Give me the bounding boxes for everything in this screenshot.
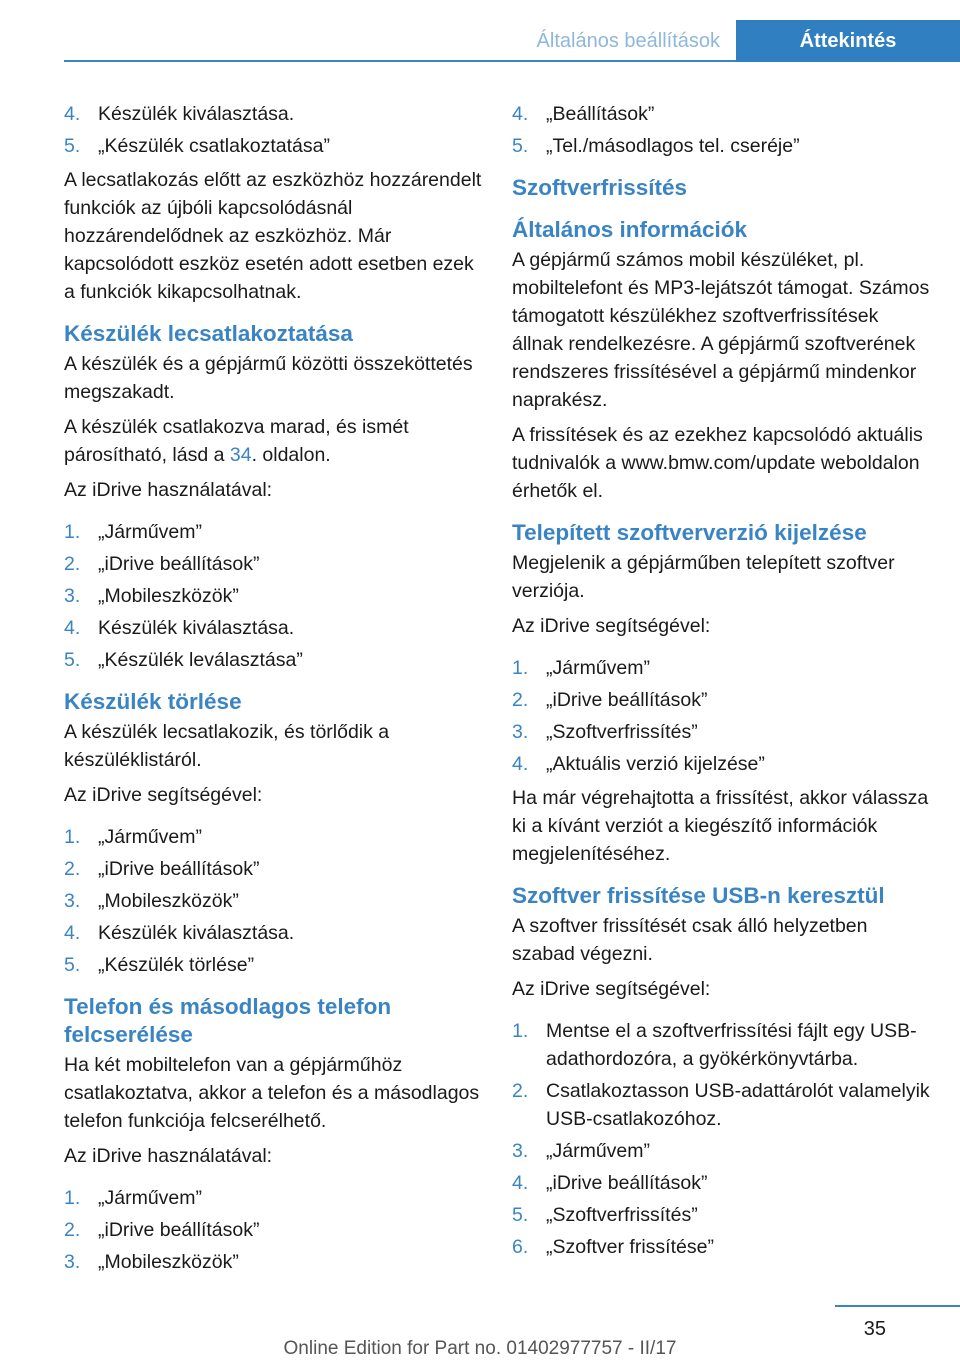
- paragraph-idrive-help: Az iDrive segítségével:: [64, 784, 263, 806]
- list-item-text: „Járművem”: [546, 1140, 651, 1162]
- list-item-text: Mentse el a szoftverfrissítési fájlt egy USB-adathordozóra, a gyökérkönyvtárba.: [546, 1020, 917, 1070]
- list-item-number: 1.: [512, 1020, 529, 1042]
- list-item-text: „Járművem”: [546, 657, 651, 679]
- list-item-number: 5.: [64, 649, 81, 671]
- list-item-text: „Szoftverfrissítés”: [546, 721, 698, 743]
- list-item-text: Készülék kiválasztása.: [98, 103, 295, 125]
- paragraph-version-desc: Megjelenik a gépjárműben telepített szoftver verziója.: [512, 552, 895, 602]
- list-swap-steps-cont: [512, 100, 932, 160]
- list-select-connect: [64, 100, 482, 160]
- list-item: [64, 1184, 482, 1212]
- list-item-number: 2.: [64, 858, 81, 880]
- list-item-text: „Járművem”: [98, 1187, 203, 1209]
- list-item-text: „Mobileszközök”: [98, 585, 239, 607]
- list-item-number: 2.: [64, 553, 81, 575]
- paragraph-disconnect-desc: A készülék és a gépjármű közötti összeköttetés megszakadt.: [64, 353, 473, 403]
- list-item: [64, 518, 482, 546]
- left-column: [64, 100, 482, 1282]
- list-item-number: 4.: [64, 922, 81, 944]
- list-item: [512, 132, 932, 160]
- list-item-number: 2.: [64, 1219, 81, 1241]
- page-header: [0, 0, 960, 62]
- list-item: [64, 100, 482, 128]
- list-item-text: „iDrive beállítások”: [98, 553, 260, 575]
- paragraph-swap-desc: Ha két mobiltelefon van a gépjárműhöz csatlakoztatva, akkor a telefon és a másodlagos telefon funkciója felcserélhető.: [64, 1054, 480, 1132]
- heading-installed-version: Telepített szoftververzió kijelzése: [512, 520, 867, 545]
- header-section-title: Általános beállítások: [536, 30, 720, 52]
- list-item-number: 5.: [512, 135, 529, 157]
- list-item-number: 5.: [512, 1204, 529, 1226]
- list-item-number: 2.: [512, 689, 529, 711]
- list-swap-steps: [64, 1184, 482, 1276]
- paragraph-general-info: A gépjármű számos mobil készüléket, pl. mobiltelefont és MP3-lejátszót támogat. Számos támogatott készülékhez szoftverfrissítések állnak rendelkezésre. A gépjármű szoftverének rendszeres frissítésével a gépjármű mindenkor naprakész.: [512, 249, 930, 411]
- paragraph-idrive-help-3: Az iDrive segítségével:: [512, 978, 711, 1000]
- list-item: [512, 1201, 932, 1229]
- list-item-number: 4.: [64, 103, 81, 125]
- list-item: [64, 132, 482, 160]
- list-item: [64, 887, 482, 915]
- list-item: [512, 718, 932, 746]
- heading-usb-update: Szoftver frissítése USB-n keresztül: [512, 883, 885, 908]
- list-item: [64, 582, 482, 610]
- list-item-text: „iDrive beállítások”: [546, 689, 708, 711]
- heading-general-info: Általános információk: [512, 217, 748, 242]
- list-item-text: Csatlakoztasson USB-adattárolót valamelyik USB-csatlakozóhoz.: [546, 1080, 930, 1130]
- list-item: [512, 1169, 932, 1197]
- list-item: [64, 550, 482, 578]
- list-item: [64, 855, 482, 883]
- heading-device-delete: Készülék törlése: [64, 689, 242, 714]
- list-item: [64, 614, 482, 642]
- paragraph-version-select: Ha már végrehajtotta a frissítést, akkor válassza ki a kívánt verziót a kiegészítő információk megjelenítéséhez.: [512, 787, 929, 865]
- list-delete-steps: [64, 823, 482, 979]
- list-item-number: 3.: [512, 721, 529, 743]
- right-column: [512, 100, 932, 1267]
- list-item-text: „Készülék csatlakoztatása”: [98, 135, 330, 157]
- heading-phone-swap: Telefon és másodlagos telefon felcserélése: [64, 994, 392, 1047]
- list-item-number: 4.: [64, 617, 81, 639]
- list-item-text: „Szoftverfrissítés”: [546, 1204, 698, 1226]
- list-item: [512, 1077, 932, 1133]
- list-item-text: „Beállítások”: [546, 103, 655, 125]
- list-item-text: „Aktuális verzió kijelzése”: [546, 753, 765, 775]
- list-item: [64, 951, 482, 979]
- heading-software-update: Szoftverfrissítés: [512, 175, 688, 200]
- paragraph-usb-desc: A szoftver frissítését csak álló helyzetben szabad végezni.: [512, 915, 868, 965]
- list-item-text: „Mobileszközök”: [98, 890, 239, 912]
- list-item-number: 3.: [64, 890, 81, 912]
- list-item-text: „Járművem”: [98, 521, 203, 543]
- page-link-34[interactable]: 34: [229, 444, 252, 466]
- paragraph-pairing-ref: [64, 413, 482, 469]
- list-item: [512, 100, 932, 128]
- list-item-number: 4.: [512, 753, 529, 775]
- list-item-number: 1.: [64, 1187, 81, 1209]
- list-item-number: 3.: [64, 585, 81, 607]
- list-item-number: 6.: [512, 1236, 529, 1258]
- list-item-text: „iDrive beállítások”: [546, 1172, 708, 1194]
- header-tab-overview: Áttekintés: [736, 20, 960, 62]
- list-item: [64, 919, 482, 947]
- list-disconnect-steps: [64, 518, 482, 674]
- list-item: [64, 1248, 482, 1276]
- footer-edition: Online Edition for Part no. 01402977757 - II/17: [283, 1338, 677, 1359]
- footer-rule: [835, 1305, 960, 1307]
- list-item-number: 5.: [64, 135, 81, 157]
- list-item-text: Készülék kiválasztása.: [98, 617, 295, 639]
- list-item-number: 1.: [64, 521, 81, 543]
- list-version-steps: [512, 654, 932, 778]
- list-item-text: „Készülék törlése”: [98, 954, 255, 976]
- heading-device-disconnect: Készülék lecsatlakoztatása: [64, 321, 353, 346]
- page-number: 35: [863, 1318, 886, 1340]
- list-usb-steps: [512, 1017, 932, 1261]
- list-item-number: 3.: [512, 1140, 529, 1162]
- list-item-number: 2.: [512, 1080, 529, 1102]
- list-item-text: „Szoftver frissítése”: [546, 1236, 714, 1258]
- list-item: [512, 1233, 932, 1261]
- list-item-text: „iDrive beállítások”: [98, 1219, 260, 1241]
- list-item-text: Készülék kiválasztása.: [98, 922, 295, 944]
- list-item-text: „Mobileszközök”: [98, 1251, 239, 1273]
- list-item-number: 4.: [512, 103, 529, 125]
- paragraph-idrive-usage: Az iDrive használatával:: [64, 479, 273, 501]
- paragraph-idrive-help-2: Az iDrive segítségével:: [512, 615, 711, 637]
- paragraph-pairing-ref-suffix: . oldalon.: [251, 444, 331, 466]
- list-item-number: 4.: [512, 1172, 529, 1194]
- list-item: [64, 646, 482, 674]
- list-item-text: „Járművem”: [98, 826, 203, 848]
- paragraph-idrive-usage-2: Az iDrive használatával:: [64, 1145, 273, 1167]
- list-item-number: 1.: [64, 826, 81, 848]
- list-item: [512, 750, 932, 778]
- list-item-text: „iDrive beállítások”: [98, 858, 260, 880]
- list-item-number: 1.: [512, 657, 529, 679]
- paragraph-pairing-ref-text: A készülék csatlakozva marad, és ismét párosítható, lásd a: [64, 416, 409, 466]
- list-item: [64, 823, 482, 851]
- list-item: [512, 1017, 932, 1073]
- list-item-text: „Készülék leválasztása”: [98, 649, 303, 671]
- list-item: [64, 1216, 482, 1244]
- paragraph-reconnect-info: A lecsatlakozás előtt az eszközhöz hozzárendelt funkciók az újbóli kapcsolódásnál hozzárendelődnek az eszközhöz. Már kapcsolódott eszköz esetén adott esetben ezek a funkciók kikapcsolhatnak.: [64, 169, 482, 303]
- paragraph-update-website: A frissítések és az ezekhez kapcsolódó aktuális tudnivalók a www.bmw.com/update weboldalon érhetők el.: [512, 424, 923, 502]
- list-item: [512, 1137, 932, 1165]
- list-item: [512, 686, 932, 714]
- list-item-text: „Tel./másodlagos tel. cseréje”: [546, 135, 800, 157]
- paragraph-delete-desc: A készülék lecsatlakozik, és törlődik a készüléklistáról.: [64, 721, 390, 771]
- list-item-number: 3.: [64, 1251, 81, 1273]
- list-item: [512, 654, 932, 682]
- list-item-number: 5.: [64, 954, 81, 976]
